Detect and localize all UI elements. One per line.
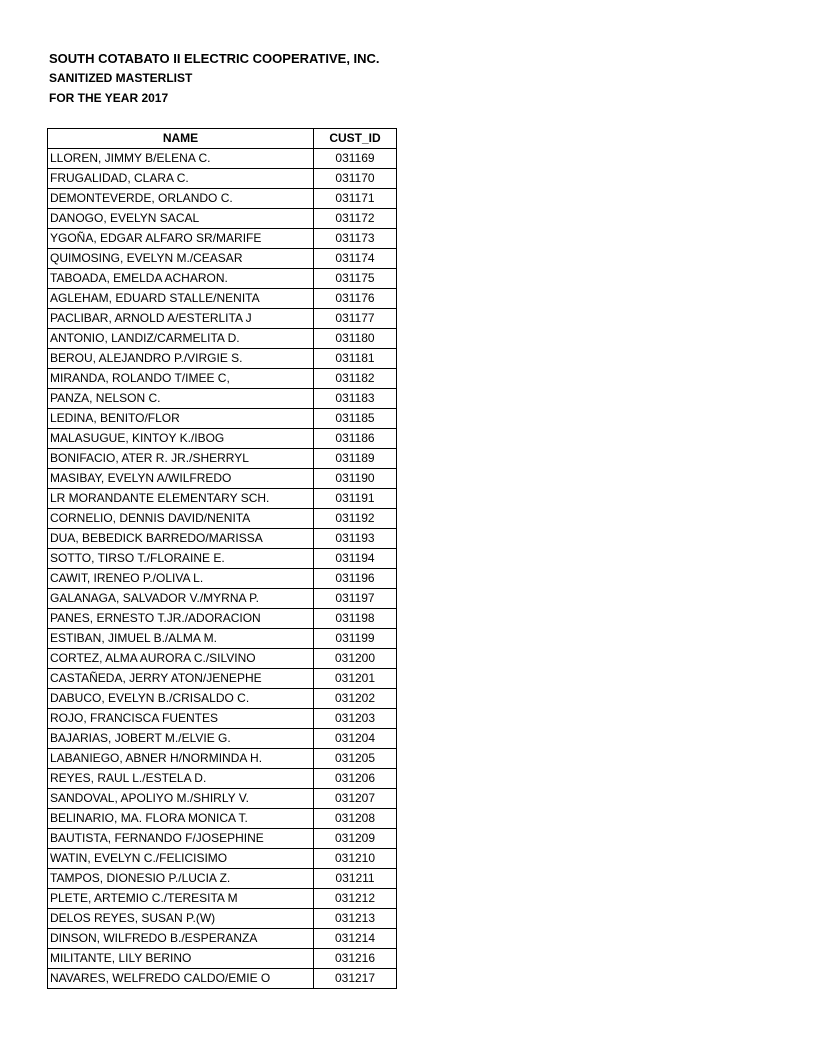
customer-id-cell: 031201 <box>314 669 397 689</box>
table-row <box>48 809 397 829</box>
customer-name-cell: LR MORANDANTE ELEMENTARY SCH. <box>48 489 314 509</box>
table-row <box>48 189 397 209</box>
customer-id-cell: 031214 <box>314 929 397 949</box>
customer-id-cell: 031204 <box>314 729 397 749</box>
table-row <box>48 349 397 369</box>
customer-id-cell: 031176 <box>314 289 397 309</box>
customer-name-cell: BAJARIAS, JOBERT M./ELVIE G. <box>48 729 314 749</box>
customer-id-cell: 031175 <box>314 269 397 289</box>
customer-id-cell: 031202 <box>314 689 397 709</box>
customer-name-cell: DUA, BEBEDICK BARREDO/MARISSA <box>48 529 314 549</box>
customer-id-cell: 031198 <box>314 609 397 629</box>
customer-name-cell: BEROU, ALEJANDRO P./VIRGIE S. <box>48 349 314 369</box>
customer-id-cell: 031172 <box>314 209 397 229</box>
customer-name-cell: ESTIBAN, JIMUEL B./ALMA M. <box>48 629 314 649</box>
customer-id-cell: 031171 <box>314 189 397 209</box>
customer-id-cell: 031200 <box>314 649 397 669</box>
customer-name-cell: CORNELIO, DENNIS DAVID/NENITA <box>48 509 314 529</box>
table-row <box>48 769 397 789</box>
customer-name-cell: PLETE, ARTEMIO C./TERESITA M <box>48 889 314 909</box>
customer-name-cell: SANDOVAL, APOLIYO M./SHIRLY V. <box>48 789 314 809</box>
customer-id-cell: 031190 <box>314 469 397 489</box>
customer-name-cell: MASIBAY, EVELYN A/WILFREDO <box>48 469 314 489</box>
table-row <box>48 609 397 629</box>
table-row <box>48 929 397 949</box>
customer-id-cell: 031196 <box>314 569 397 589</box>
table-row <box>48 949 397 969</box>
masterlist-table <box>47 128 397 989</box>
customer-name-cell: ROJO, FRANCISCA FUENTES <box>48 709 314 729</box>
table-body <box>48 149 397 989</box>
table-header-row <box>48 129 397 149</box>
table-row <box>48 229 397 249</box>
column-header-cust-id: CUST_ID <box>314 129 397 149</box>
customer-id-cell: 031213 <box>314 909 397 929</box>
customer-name-cell: LABANIEGO, ABNER H/NORMINDA H. <box>48 749 314 769</box>
customer-id-cell: 031181 <box>314 349 397 369</box>
customer-id-cell: 031174 <box>314 249 397 269</box>
customer-id-cell: 031208 <box>314 809 397 829</box>
table-row <box>48 569 397 589</box>
customer-name-cell: DINSON, WILFREDO B./ESPERANZA <box>48 929 314 949</box>
customer-id-cell: 031216 <box>314 949 397 969</box>
customer-id-cell: 031206 <box>314 769 397 789</box>
customer-name-cell: DEMONTEVERDE, ORLANDO C. <box>48 189 314 209</box>
customer-id-cell: 031186 <box>314 429 397 449</box>
table-row <box>48 669 397 689</box>
table-row <box>48 749 397 769</box>
table-row <box>48 529 397 549</box>
customer-id-cell: 031182 <box>314 369 397 389</box>
table-row <box>48 709 397 729</box>
table-row <box>48 329 397 349</box>
customer-id-cell: 031169 <box>314 149 397 169</box>
customer-name-cell: BELINARIO, MA. FLORA MONICA T. <box>48 809 314 829</box>
customer-name-cell: MILITANTE, LILY BERINO <box>48 949 314 969</box>
customer-name-cell: DELOS REYES, SUSAN P.(W) <box>48 909 314 929</box>
customer-id-cell: 031211 <box>314 869 397 889</box>
table-row <box>48 649 397 669</box>
customer-name-cell: CASTAÑEDA, JERRY ATON/JENEPHE <box>48 669 314 689</box>
customer-name-cell: TABOADA, EMELDA ACHARON. <box>48 269 314 289</box>
table-row <box>48 629 397 649</box>
table-row <box>48 789 397 809</box>
customer-id-cell: 031185 <box>314 409 397 429</box>
table-row <box>48 689 397 709</box>
customer-name-cell: LLOREN, JIMMY B/ELENA C. <box>48 149 314 169</box>
table-row <box>48 889 397 909</box>
customer-id-cell: 031177 <box>314 309 397 329</box>
customer-name-cell: MALASUGUE, KINTOY K./IBOG <box>48 429 314 449</box>
customer-id-cell: 031209 <box>314 829 397 849</box>
table-row <box>48 909 397 929</box>
customer-name-cell: YGOÑA, EDGAR ALFARO SR/MARIFE <box>48 229 314 249</box>
customer-name-cell: AGLEHAM, EDUARD STALLE/NENITA <box>48 289 314 309</box>
customer-id-cell: 031193 <box>314 529 397 549</box>
table-row <box>48 429 397 449</box>
column-header-name: NAME <box>48 129 314 149</box>
table-row <box>48 489 397 509</box>
customer-name-cell: CAWIT, IRENEO P./OLIVA L. <box>48 569 314 589</box>
customer-name-cell: QUIMOSING, EVELYN M./CEASAR <box>48 249 314 269</box>
table-row <box>48 149 397 169</box>
table-row <box>48 589 397 609</box>
table-row <box>48 409 397 429</box>
customer-id-cell: 031212 <box>314 889 397 909</box>
table-row <box>48 729 397 749</box>
table-row <box>48 869 397 889</box>
customer-id-cell: 031170 <box>314 169 397 189</box>
table-row <box>48 549 397 569</box>
table-row <box>48 389 397 409</box>
table-row <box>48 849 397 869</box>
table-row <box>48 249 397 269</box>
customer-name-cell: SOTTO, TIRSO T./FLORAINE E. <box>48 549 314 569</box>
customer-id-cell: 031173 <box>314 229 397 249</box>
table-row <box>48 469 397 489</box>
customer-name-cell: CORTEZ, ALMA AURORA C./SILVINO <box>48 649 314 669</box>
table-row <box>48 829 397 849</box>
company-name: SOUTH COTABATO II ELECTRIC COOPERATIVE, INC. <box>49 51 380 66</box>
customer-id-cell: 031199 <box>314 629 397 649</box>
customer-id-cell: 031189 <box>314 449 397 469</box>
customer-name-cell: FRUGALIDAD, CLARA C. <box>48 169 314 189</box>
customer-name-cell: DABUCO, EVELYN B./CRISALDO C. <box>48 689 314 709</box>
customer-id-cell: 031191 <box>314 489 397 509</box>
table-row <box>48 969 397 989</box>
table-row <box>48 169 397 189</box>
customer-name-cell: NAVARES, WELFREDO CALDO/EMIE O <box>48 969 314 989</box>
year-line: FOR THE YEAR 2017 <box>49 91 169 105</box>
table-row <box>48 369 397 389</box>
customer-name-cell: BONIFACIO, ATER R. JR./SHERRYL <box>48 449 314 469</box>
customer-name-cell: PACLIBAR, ARNOLD A/ESTERLITA J <box>48 309 314 329</box>
customer-name-cell: GALANAGA, SALVADOR V./MYRNA P. <box>48 589 314 609</box>
customer-name-cell: TAMPOS, DIONESIO P./LUCIA Z. <box>48 869 314 889</box>
customer-id-cell: 031192 <box>314 509 397 529</box>
table-row <box>48 289 397 309</box>
customer-name-cell: BAUTISTA, FERNANDO F/JOSEPHINE <box>48 829 314 849</box>
customer-id-cell: 031197 <box>314 589 397 609</box>
table-row <box>48 309 397 329</box>
table-row <box>48 269 397 289</box>
customer-name-cell: REYES, RAUL L./ESTELA D. <box>48 769 314 789</box>
customer-id-cell: 031180 <box>314 329 397 349</box>
customer-id-cell: 031194 <box>314 549 397 569</box>
customer-id-cell: 031203 <box>314 709 397 729</box>
customer-id-cell: 031207 <box>314 789 397 809</box>
customer-name-cell: WATIN, EVELYN C./FELICISIMO <box>48 849 314 869</box>
table-row <box>48 449 397 469</box>
customer-name-cell: PANES, ERNESTO T.JR./ADORACION <box>48 609 314 629</box>
customer-id-cell: 031210 <box>314 849 397 869</box>
customer-name-cell: DANOGO, EVELYN SACAL <box>48 209 314 229</box>
list-title: SANITIZED MASTERLIST <box>49 71 193 85</box>
customer-name-cell: LEDINA, BENITO/FLOR <box>48 409 314 429</box>
table-row <box>48 209 397 229</box>
customer-name-cell: ANTONIO, LANDIZ/CARMELITA D. <box>48 329 314 349</box>
customer-name-cell: MIRANDA, ROLANDO T/IMEE C, <box>48 369 314 389</box>
customer-id-cell: 031217 <box>314 969 397 989</box>
customer-id-cell: 031205 <box>314 749 397 769</box>
document-header <box>49 50 380 108</box>
table-row <box>48 509 397 529</box>
customer-id-cell: 031183 <box>314 389 397 409</box>
customer-name-cell: PANZA, NELSON C. <box>48 389 314 409</box>
